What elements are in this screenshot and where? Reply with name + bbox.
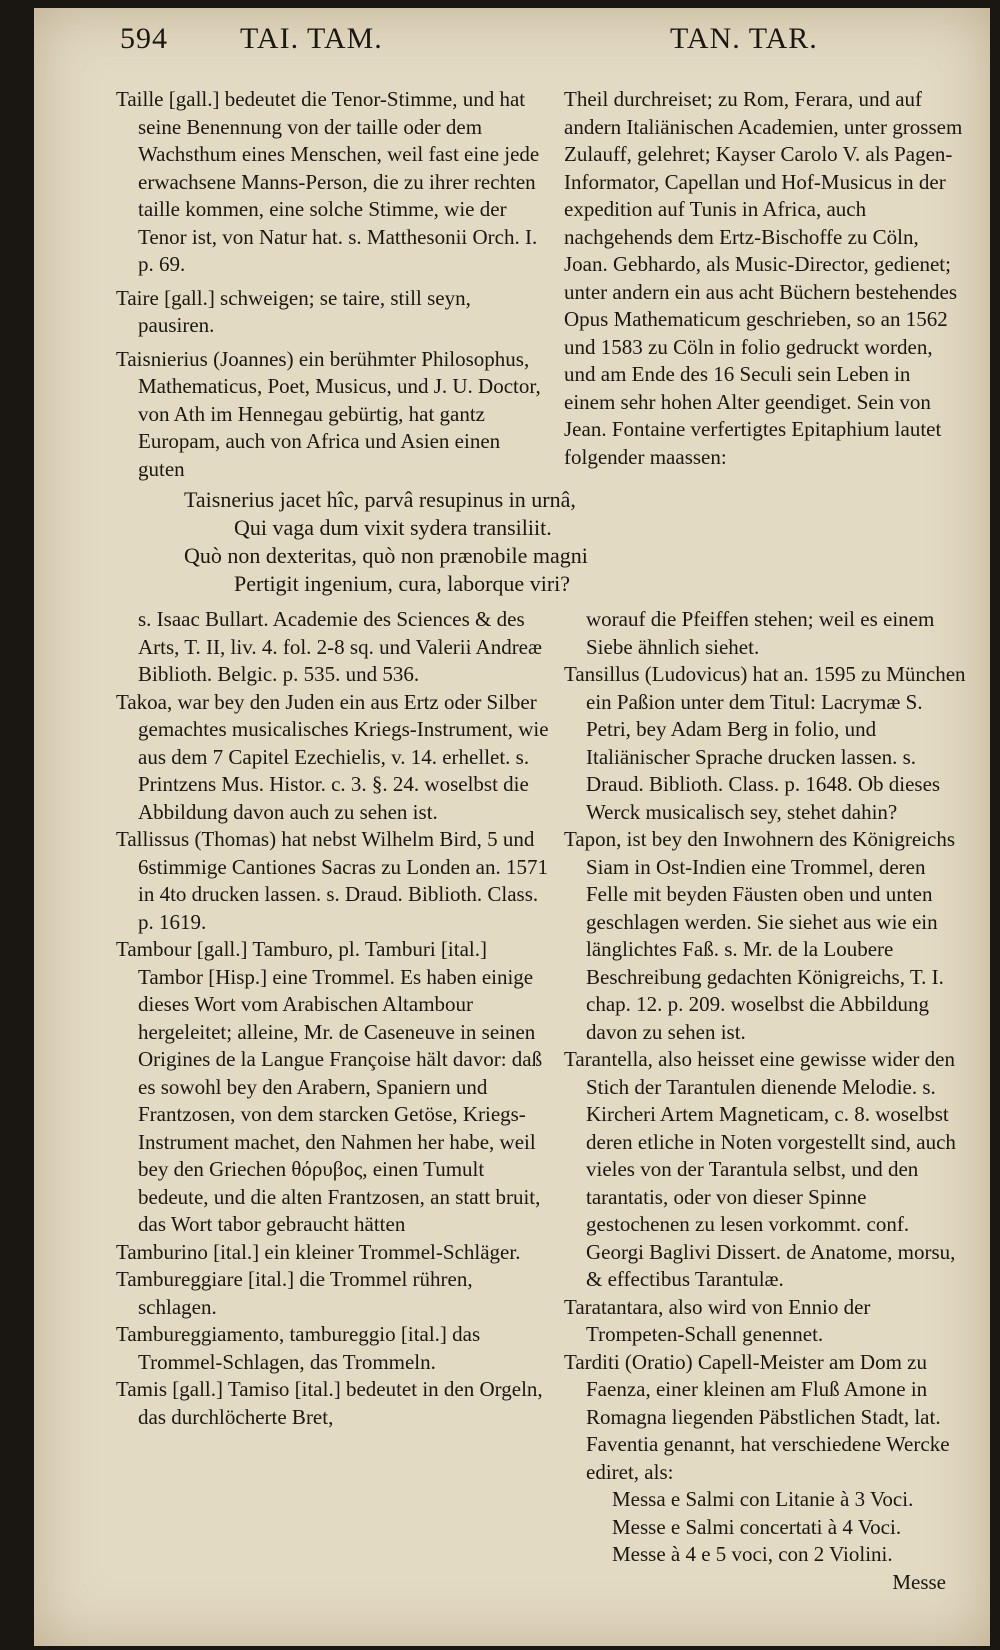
left-running-head: TAI. TAM. xyxy=(240,22,383,55)
entry-taire: Taire [gall.] schweigen; se taire, still seyn, pausiren. xyxy=(116,285,471,337)
entry-tamburino: Tamburino [ital.] ein kleiner Trommel-Schläger. xyxy=(116,1239,521,1264)
poem-line: Qui vaga dum vixit sydera transiliit. xyxy=(234,515,552,540)
entry-bullart-citation: s. Isaac Bullart. Academie des Sciences & des Arts, T. II, liv. 4. fol. 2-8 sq. und Valerii Andreæ Biblioth. Belgic. p. 535. und 536. xyxy=(138,607,543,686)
entry-tamis-continued: worauf die Pfeiffen stehen; weil es einem Siebe ähnlich siehet. xyxy=(586,607,935,659)
left-column-top xyxy=(116,86,550,483)
entry-tambureggiamento: Tambureggiamento, tambureggio [ital.] das Trommel-Schlagen, das Trommeln. xyxy=(116,1322,481,1374)
page-number: 594 xyxy=(120,22,168,55)
entry-taille: Taille [gall.] bedeutet die Tenor-Stimme, und hat seine Benennung von der taille oder dem Wachsthum eines Menschen, weil fast eine jede erwachsene Manns-Person, die zu ihrer rechten taille kommen, eine solche Stimme, wie der Tenor ist, von Natur hat. s. Matthesonii Orch. I. p. 69. xyxy=(116,87,540,276)
work-list-item: Messa e Salmi con Litanie à 3 Voci. xyxy=(612,1487,914,1511)
entry-tarditi: Tarditi (Oratio) Capell-Meister am Dom zu Faenza, einer kleinen am Fluß Amone in Romagna liegenden Päbstlichen Stadt, lat. Faventia genannt, hat verschiedene Wercke ediret, als: xyxy=(564,1349,950,1484)
entry-takoa: Takoa, war bey den Juden ein aus Ertz oder Silber gemachtes musicalisches Kriegs-Instrument, wie aus dem 7 Capitel Ezechielis, v. 14. erhellet. s. Printzens Mus. Histor. c. 3. §. 24. woselbst die Abbildung davon auch zu sehen ist. xyxy=(116,689,549,824)
entry-tambour: Tambour [gall.] Tamburo, pl. Tamburi [ital.] Tambor [Hisp.] eine Trommel. Es haben einige dieses Wort vom Arabischen Altambour hergeleitet; alleine, Mr. de Caseneuve in seinen Origines de la Langue Françoise hält davor: daß es sowohl bey den Arabern, Spaniern und Frantzosen, von dem starcken Getöse, Kriegs-Instrument machet, den Nahmen her habe, weil bey den Griechen θόρυβος, einen Tumult bedeute, und die alten Frantzosen, an statt bruit, das Wort tabor gebraucht hätten xyxy=(116,937,543,1236)
entry-taratantara: Taratantara, also wird von Ennio der Trompeten-Schall genennet. xyxy=(564,1294,871,1346)
catchword: Messe xyxy=(892,1569,946,1594)
book-page xyxy=(34,8,990,1646)
poem-line: Pertigit ingenium, cura, laborque viri? xyxy=(234,571,571,596)
entry-taisnierius-continued: Theil durchreiset; zu Rom, Ferara, und auf andern Italiänischen Academien, unter grossem Zulauff, gelehret; Kayser Carolo V. als Pagen-Informator, Capellan und Hof-Musicus in der expedition auf Tunis in Africa, auch nachgehends dem Ertz-Bischoffe zu Cöln, Joan. Gebhardo, als Music-Director, gedienet; unter andern ein aus acht Büchern bestehendes Opus Mathematicum geschrieben, so an 1562 und 1583 zu Cöln in folio gedruckt worden, und am Ende des 16 Seculi sein Leben in einem sehr hohen Alter geendiget. Sein von Jean. Fontaine verfertigtes Epitaphium lautet folgender maassen: xyxy=(564,87,963,469)
right-running-head: TAN. TAR. xyxy=(670,22,818,55)
right-column-top xyxy=(564,86,966,471)
work-list-item: Messe e Salmi concertati à 4 Voci. xyxy=(612,1514,902,1539)
poem-line: Quò non dexteritas, quò non prænobile magni xyxy=(184,543,588,568)
entry-taisnierius: Taisnierius (Joannes) ein berühmter Philosophus, Mathematicus, Poet, Musicus, und J. U. Doctor, von Ath im Hennegau gebürtig, hat gantz Europam, auch von Africa und Asien einen guten xyxy=(116,346,541,481)
entry-tallissus: Tallissus (Thomas) hat nebst Wilhelm Bird, 5 und 6stimmige Cantiones Sacras zu Londen an. 1571 in 4to drucken lassen. s. Draud. Biblioth. Class. p. 1619. xyxy=(116,827,549,934)
entry-tapon: Tapon, ist bey den Inwohnern des Königreichs Siam in Ost-Indien eine Trommel, deren Felle mit beyden Fäusten oben und unten geschlagen werden. Sie siehet aus wie ein länglichtes Faß. s. Mr. de la Loubere Beschreibung gedachten Königreichs, T. I. chap. 12. p. 209. woselbst die Abbildung davon zu sehen ist. xyxy=(564,827,956,1044)
entry-tansillus: Tansillus (Ludovicus) hat an. 1595 zu München ein Paßion unter dem Titul: Lacrymæ S. Petri, bey Adam Berg in folio, und Italiänischer Sprache drucken lassen. s. Draud. Biblioth. Class. p. 1648. Ob dieses Werck musicalisch sey, stehet dahin? xyxy=(564,662,966,824)
entry-tambureggiare: Tambureggiare [ital.] die Trommel rühren, schlagen. xyxy=(116,1267,473,1319)
right-column-bottom xyxy=(564,606,966,1596)
left-column-bottom xyxy=(116,606,550,1431)
poem-line: Taisnerius jacet hîc, parvâ resupinus in urnâ, xyxy=(184,487,576,512)
epitaph-poem xyxy=(184,486,884,598)
work-list-item: Messe à 4 e 5 voci, con 2 Violini. xyxy=(612,1542,893,1566)
entry-tamis: Tamis [gall.] Tamiso [ital.] bedeutet in den Orgeln, das durchlöcherte Bret, xyxy=(116,1377,543,1429)
entry-tarantella: Tarantella, also heisset eine gewisse wider den Stich der Tarantulen dienende Melodie. s. Kircheri Artem Magneticam, c. 8. woselbst deren etliche in Noten vorgestellt sind, auch vieles von der Tarantula selbst, und den tarantatis, oder von dieser Spinne gestochenen zu lesen vorkommt. conf. Georgi Baglivi Dissert. de Anatome, morsu, & effectibus Tarantulæ. xyxy=(564,1047,956,1291)
